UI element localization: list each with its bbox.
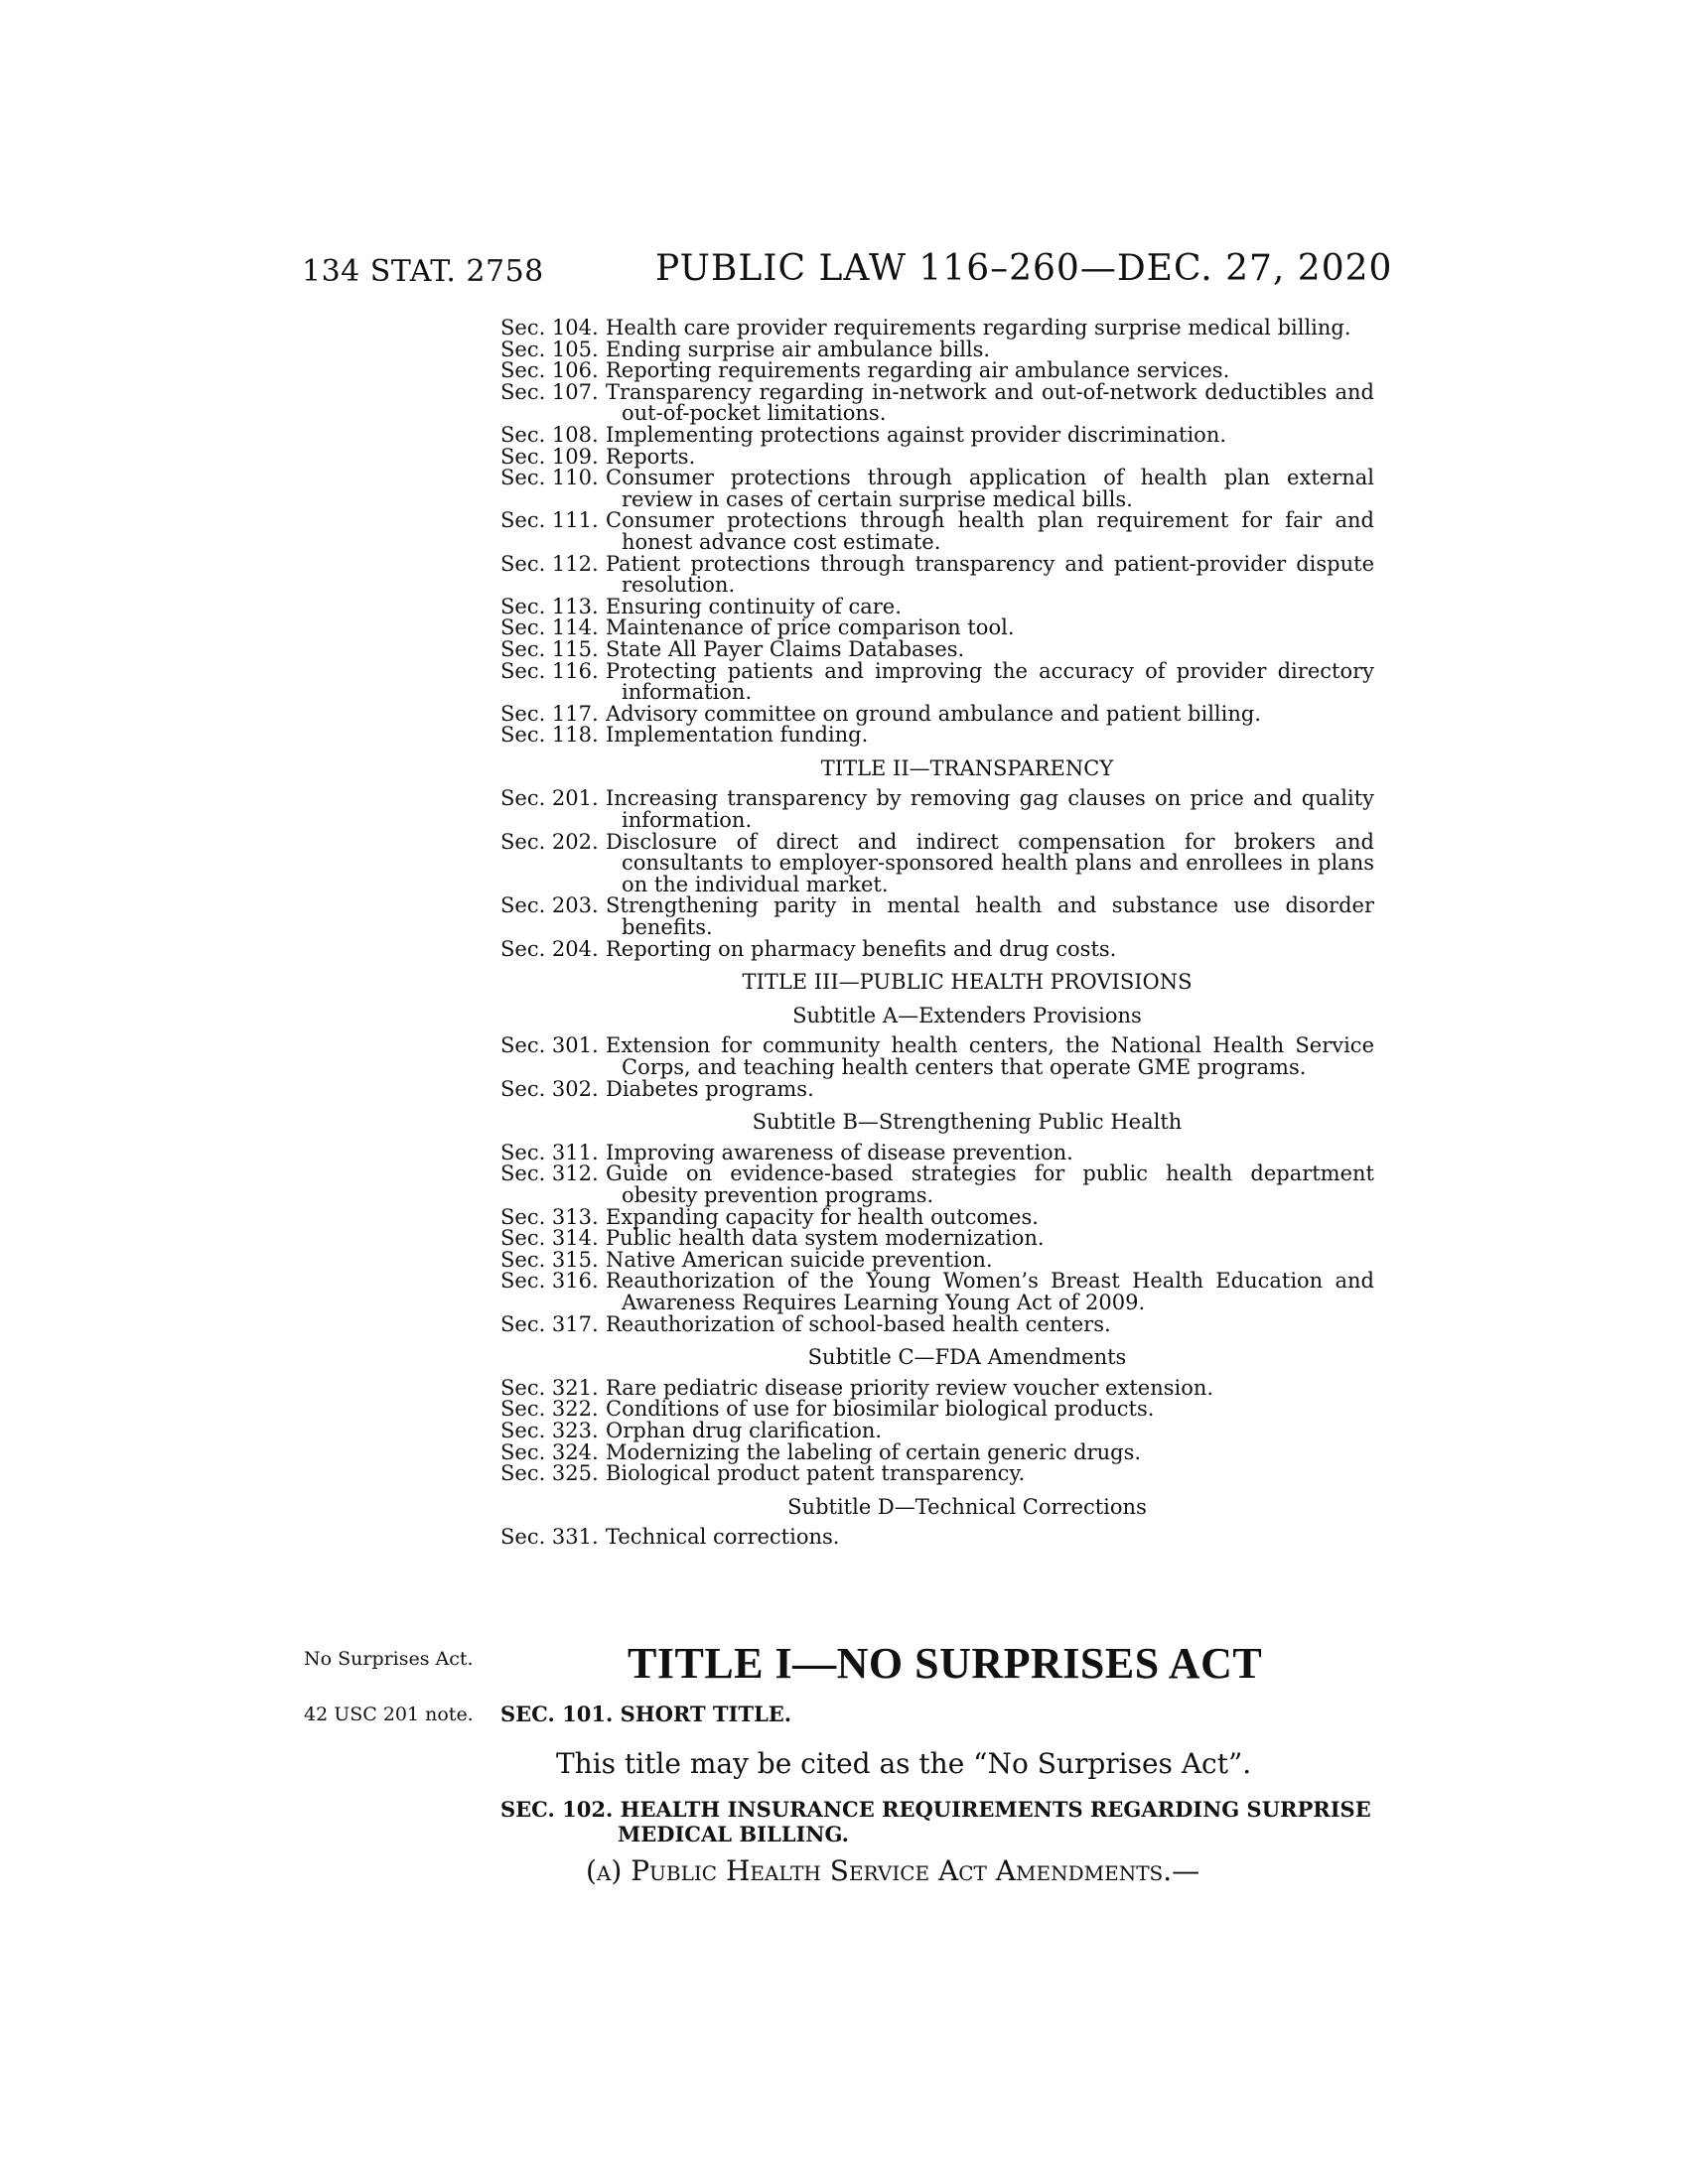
toc-entry-text: Reauthorization of the Young Women’s Breast Health Education and Awareness Requires Learning Young Act of 2009. [606, 1269, 1374, 1314]
toc-entry-number: Sec. 323. [500, 1418, 599, 1442]
toc-entry [500, 895, 1374, 938]
toc-group-subtitle-b [500, 1140, 1374, 1336]
toc-entry-text: Rare pediatric disease priority review voucher extension. [606, 1375, 1214, 1400]
toc-entry [500, 1439, 1374, 1464]
toc-entry-number: Sec. 105. [500, 337, 599, 361]
toc-entry [500, 1399, 1374, 1421]
running-head: PUBLIC LAW 116–260—DEC. 27, 2020 [655, 248, 1393, 289]
toc-entry-text: Reporting requirements regarding air ambulance services. [606, 358, 1230, 383]
toc-entry-number: Sec. 204. [500, 936, 599, 961]
toc-group-title1 [500, 318, 1374, 747]
toc-entry-text: State All Payer Claims Databases. [606, 636, 965, 661]
toc-entry-number: Sec. 107. [500, 379, 599, 404]
toc-entry-number: Sec. 325. [500, 1461, 599, 1486]
toc-heading-subtitle-b: Subtitle B—Strengthening Public Health [752, 1110, 1183, 1135]
toc-group-subtitle-d [500, 1527, 1374, 1549]
toc-entry-text: Patient protections through transparency and patient-provider dispute resolution. [606, 551, 1374, 598]
toc-entry [500, 636, 1374, 661]
toc-entry-number: Sec. 313. [500, 1204, 599, 1229]
toc-entry-text: Biological product patent transparency. [606, 1461, 1026, 1486]
margin-note-usc: 42 USC 201 note. [304, 1704, 474, 1725]
toc-entry-number: Sec. 312. [500, 1161, 599, 1186]
toc-group-subtitle-a [500, 1035, 1374, 1100]
toc-entry-number: Sec. 112. [500, 551, 599, 576]
toc-entry-number: Sec. 118. [500, 723, 599, 748]
toc-entry-number: Sec. 322. [500, 1397, 599, 1422]
toc-entry-number: Sec. 331. [500, 1525, 599, 1550]
toc-entry-text: Strengthening parity in mental health and substance use disorder benefits. [606, 893, 1374, 940]
toc-entry-text: Modernizing the labeling of certain generic drugs. [606, 1439, 1142, 1464]
toc-entry [500, 829, 1374, 896]
toc-entry-text: Reports. [606, 444, 696, 469]
toc-entry-text: Ensuring continuity of care. [606, 594, 902, 618]
toc-entry-text: Maintenance of price comparison tool. [606, 615, 1015, 640]
toc-heading-subtitle-c: Subtitle C—FDA Amendments [807, 1345, 1127, 1370]
toc-entry-number: Sec. 201. [500, 786, 599, 811]
toc-entry-number: Sec. 324. [500, 1439, 599, 1464]
toc-entry-text: Conditions of use for biosimilar biological products. [606, 1397, 1155, 1422]
toc-entry-text: Ending surprise air ambulance bills. [606, 337, 991, 361]
toc-entry-text: Orphan drug clarification. [606, 1418, 883, 1442]
toc-entry-number: Sec. 115. [500, 636, 599, 661]
toc-entry-text: Consumer protections through health plan requirement for fair and honest advance cost estimate. [606, 508, 1374, 554]
toc-entry [500, 1204, 1374, 1229]
sec-101-heading: SEC. 101. SHORT TITLE. [500, 1702, 792, 1726]
toc-entry-text: Guide on evidence-based strategies for public health department obesity prevention programs. [606, 1161, 1374, 1207]
toc-entry-text: Improving awareness of disease prevention. [606, 1140, 1073, 1164]
toc-entry-number: Sec. 108. [500, 422, 599, 447]
toc-entry [500, 468, 1374, 510]
toc-entry [500, 725, 1374, 747]
sec-102-heading-line2: MEDICAL BILLING. [618, 1822, 849, 1846]
toc-entry [500, 379, 1374, 426]
toc-entry-number: Sec. 311. [500, 1140, 599, 1164]
toc-entry [500, 1463, 1374, 1485]
toc-entry-number: Sec. 117. [500, 701, 599, 726]
toc-entry [500, 1035, 1374, 1078]
toc-group-title2 [500, 788, 1374, 960]
toc-entry-text: Native American suicide prevention. [606, 1247, 993, 1272]
toc-entry-text: Increasing transparency by removing gag clauses on price and quality information. [606, 786, 1374, 833]
toc-entry [500, 337, 1374, 361]
toc-entry [500, 318, 1374, 340]
toc-entry [500, 788, 1374, 831]
toc-entry [500, 1228, 1374, 1250]
toc-entry-number: Sec. 116. [500, 658, 599, 683]
toc-entry-number: Sec. 114. [500, 615, 599, 640]
toc-entry-number: Sec. 301. [500, 1033, 599, 1058]
margin-note-short-title: No Surprises Act. [304, 1648, 474, 1670]
toc-entry-text: Extension for community health centers, the National Health Service Corps, and teaching health centers that operate GME programs. [606, 1033, 1374, 1079]
toc-entry [500, 658, 1374, 705]
toc-heading-title3: TITLE III—PUBLIC HEALTH PROVISIONS [742, 970, 1193, 995]
page-stat-number: 134 STAT. 2758 [302, 254, 544, 289]
toc-entry-text: Reauthorization of school-based health centers. [606, 1311, 1111, 1336]
toc-heading-title2: TITLE II—TRANSPARENCY [820, 755, 1114, 780]
toc-entry [500, 701, 1374, 726]
toc-heading-subtitle-d: Subtitle D—Technical Corrections [787, 1494, 1147, 1519]
sec-102-heading-line1: SEC. 102. HEALTH INSURANCE REQUIREMENTS REGARDING SURPRISE [500, 1797, 1371, 1822]
toc-entry-number: Sec. 314. [500, 1226, 599, 1251]
toc-entry-number: Sec. 202. [500, 829, 599, 854]
toc-entry-number: Sec. 106. [500, 358, 599, 383]
toc-entry-text: Protecting patients and improving the accuracy of provider directory information. [606, 658, 1374, 705]
toc-entry-number: Sec. 109. [500, 444, 599, 469]
toc-entry-number: Sec. 317. [500, 1311, 599, 1336]
sec-101-text: This title may be cited as the “No Surprises Act”. [556, 1747, 1252, 1780]
toc-entry [500, 444, 1374, 469]
toc-entry-number: Sec. 316. [500, 1269, 599, 1294]
toc-entry-number: Sec. 104. [500, 316, 599, 340]
table-of-contents [500, 318, 1374, 1549]
toc-entry [500, 617, 1374, 639]
toc-entry [500, 1163, 1374, 1206]
subsection-a-heading: (a) Public Health Service Act Amendments.— [586, 1854, 1200, 1887]
toc-entry-number: Sec. 111. [500, 508, 599, 533]
toc-entry-text: Technical corrections. [606, 1525, 840, 1550]
toc-entry [500, 594, 1374, 618]
toc-entry-text: Transparency regarding in-network and out-of-network deductibles and out-of-pocket limitations. [606, 379, 1374, 426]
toc-entry-text: Public health data system modernization. [606, 1226, 1045, 1251]
toc-heading-subtitle-a: Subtitle A—Extenders Provisions [792, 1003, 1142, 1027]
toc-entry-text: Health care provider requirements regarding surprise medical billing. [606, 316, 1351, 340]
toc-entry-text: Diabetes programs. [606, 1076, 814, 1101]
toc-entry-text: Implementation funding. [606, 723, 869, 748]
toc-entry [500, 551, 1374, 598]
toc-group-subtitle-c [500, 1375, 1374, 1486]
toc-entry-number: Sec. 302. [500, 1076, 599, 1101]
toc-entry [500, 936, 1374, 961]
toc-entry-text: Disclosure of direct and indirect compensation for brokers and consultants to employer-sponsored health plans and enrollees in plans on the individual market. [606, 829, 1374, 896]
toc-entry-text: Advisory committee on ground ambulance and patient billing. [606, 701, 1262, 726]
toc-entry-number: Sec. 110. [500, 466, 599, 490]
toc-entry-text: Implementing protections against provider discrimination. [606, 422, 1227, 447]
toc-entry [500, 1076, 1374, 1101]
title-i-heading: TITLE I—NO SURPRISES ACT [628, 1639, 1263, 1688]
toc-entry [500, 510, 1374, 553]
toc-entry [500, 1418, 1374, 1442]
toc-entry-text: Consumer protections through application of health plan external review in cases of certain surprise medical bills. [606, 466, 1374, 511]
toc-entry [500, 360, 1374, 382]
toc-entry-number: Sec. 203. [500, 893, 599, 918]
toc-entry [500, 1140, 1374, 1164]
sec-102-heading [500, 1797, 1374, 1846]
toc-entry [500, 1375, 1374, 1400]
toc-entry [500, 422, 1374, 447]
toc-entry-text: Reporting on pharmacy benefits and drug costs. [606, 936, 1117, 961]
toc-entry [500, 1527, 1374, 1549]
toc-entry [500, 1311, 1374, 1336]
toc-entry [500, 1247, 1374, 1272]
toc-entry-number: Sec. 315. [500, 1247, 599, 1272]
toc-entry-number: Sec. 113. [500, 594, 599, 618]
toc-entry-text: Expanding capacity for health outcomes. [606, 1204, 1039, 1229]
toc-entry [500, 1271, 1374, 1313]
toc-entry-number: Sec. 321. [500, 1375, 599, 1400]
